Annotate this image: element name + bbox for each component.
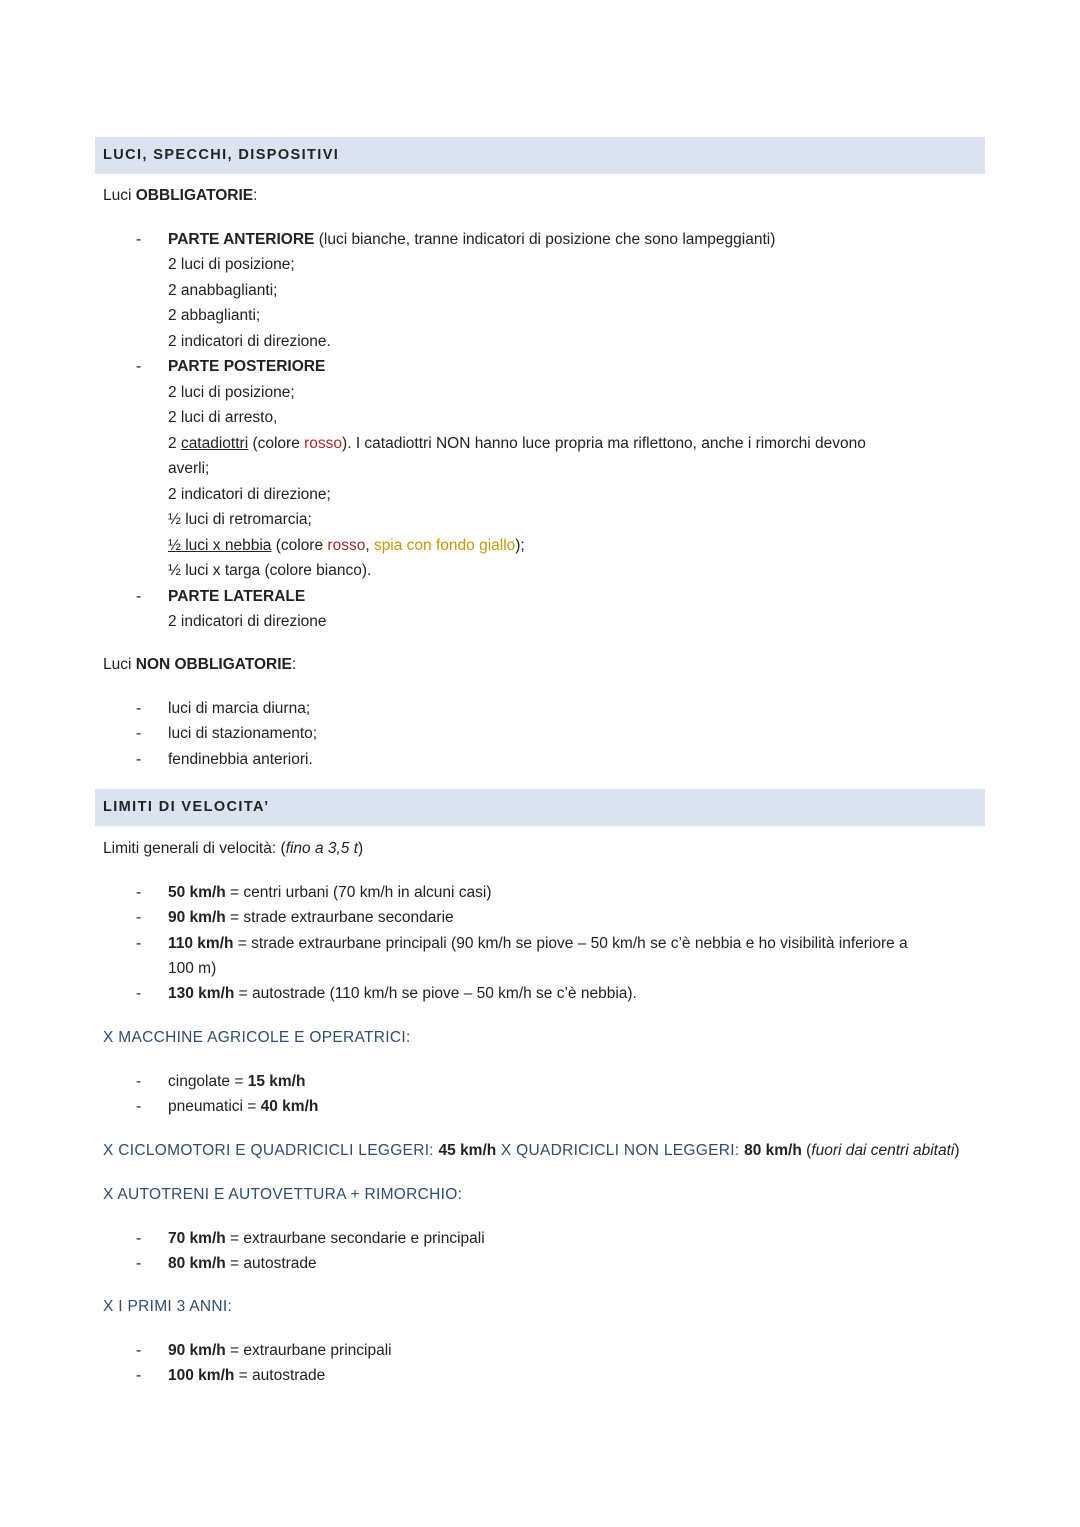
speed-item: 50 km/h = centri urbani (70 km/h in alcuni casi) xyxy=(168,884,492,901)
list-dash: - xyxy=(136,1073,142,1090)
moped-quad-line: X CICLOMOTORI E QUADRICICLI LEGGERI: 45 km/h X QUADRICICLI NON LEGGERI: 80 km/h (fuori dai centri abitati) xyxy=(103,1142,960,1159)
rear-lights-title: PARTE POSTERIORE xyxy=(168,358,326,375)
list-item: 2 indicatori di direzione xyxy=(168,613,327,630)
list-item: 2 anabbaglianti; xyxy=(168,282,278,299)
catadiottri-item: 2 catadiottri (colore rosso). I catadiottri NON hanno luce propria ma riflettono, anche i rimorchi devono xyxy=(168,435,866,452)
agri-heading: X MACCHINE AGRICOLE E OPERATRICI: xyxy=(103,1029,411,1046)
list-dash: - xyxy=(136,909,142,926)
list-dash: - xyxy=(136,700,142,717)
speed-item: 110 km/h = strade extraurbane principali (90 km/h se piove – 50 km/h se c’è nebbia e ho visibilità inferiore a xyxy=(168,935,908,952)
list-dash: - xyxy=(136,935,142,952)
list-dash: - xyxy=(136,751,142,768)
section-header-speed xyxy=(95,789,985,826)
list-item: averli; xyxy=(168,460,210,477)
list-dash: - xyxy=(136,985,142,1002)
fog-lights-item: ½ luci x nebbia (colore rosso, spia con fondo giallo); xyxy=(168,537,525,554)
list-dash: - xyxy=(136,588,142,605)
list-item: 2 luci di posizione; xyxy=(168,384,295,401)
list-dash: - xyxy=(136,1255,142,1272)
list-item: 2 indicatori di direzione. xyxy=(168,333,331,350)
section-title: LIMITI DI VELOCITA’ xyxy=(103,799,270,815)
trucks-heading: X AUTOTRENI E AUTOVETTURA + RIMORCHIO: xyxy=(103,1186,463,1203)
list-dash: - xyxy=(136,1230,142,1247)
optional-lights-heading: Luci NON OBBLIGATORIE: xyxy=(103,656,297,673)
speed-item: 90 km/h = extraurbane principali xyxy=(168,1342,392,1359)
list-dash: - xyxy=(136,1342,142,1359)
list-dash: - xyxy=(136,1098,142,1115)
list-item: luci di stazionamento; xyxy=(168,725,318,742)
list-item: 2 indicatori di direzione; xyxy=(168,486,331,503)
list-item: 2 luci di arresto, xyxy=(168,409,278,426)
speed-item: 130 km/h = autostrade (110 km/h se piove – 50 km/h se c’è nebbia). xyxy=(168,985,637,1002)
speed-item: 70 km/h = extraurbane secondarie e principali xyxy=(168,1230,485,1247)
section-header-lights xyxy=(95,137,985,174)
section-title: LUCI, SPECCHI, DISPOSITIVI xyxy=(103,147,340,163)
speed-item: cingolate = 15 km/h xyxy=(168,1073,306,1090)
speed-item: 90 km/h = strade extraurbane secondarie xyxy=(168,909,454,926)
speed-item: pneumatici = 40 km/h xyxy=(168,1098,319,1115)
speed-item: 100 km/h = autostrade xyxy=(168,1367,326,1384)
list-item: 2 abbaglianti; xyxy=(168,307,261,324)
list-dash: - xyxy=(136,725,142,742)
front-lights-title: PARTE ANTERIORE (luci bianche, tranne indicatori di posizione che sono lampeggianti) xyxy=(168,231,776,248)
speed-item: 80 km/h = autostrade xyxy=(168,1255,317,1272)
list-item: ½ luci di retromarcia; xyxy=(168,511,312,528)
list-dash: - xyxy=(136,358,142,375)
side-lights-title: PARTE LATERALE xyxy=(168,588,306,605)
list-dash: - xyxy=(136,231,142,248)
novice-heading: X I PRIMI 3 ANNI: xyxy=(103,1298,233,1315)
list-item: 2 luci di posizione; xyxy=(168,256,295,273)
list-dash: - xyxy=(136,884,142,901)
list-item: luci di marcia diurna; xyxy=(168,700,311,717)
list-item: fendinebbia anteriori. xyxy=(168,751,313,768)
general-limits-heading: Limiti generali di velocità: (fino a 3,5 t) xyxy=(103,840,364,857)
list-dash: - xyxy=(136,1367,142,1384)
mandatory-lights-heading: Luci OBBLIGATORIE: xyxy=(103,187,258,204)
speed-item-cont: 100 m) xyxy=(168,960,217,977)
list-item: ½ luci x targa (colore bianco). xyxy=(168,562,372,579)
